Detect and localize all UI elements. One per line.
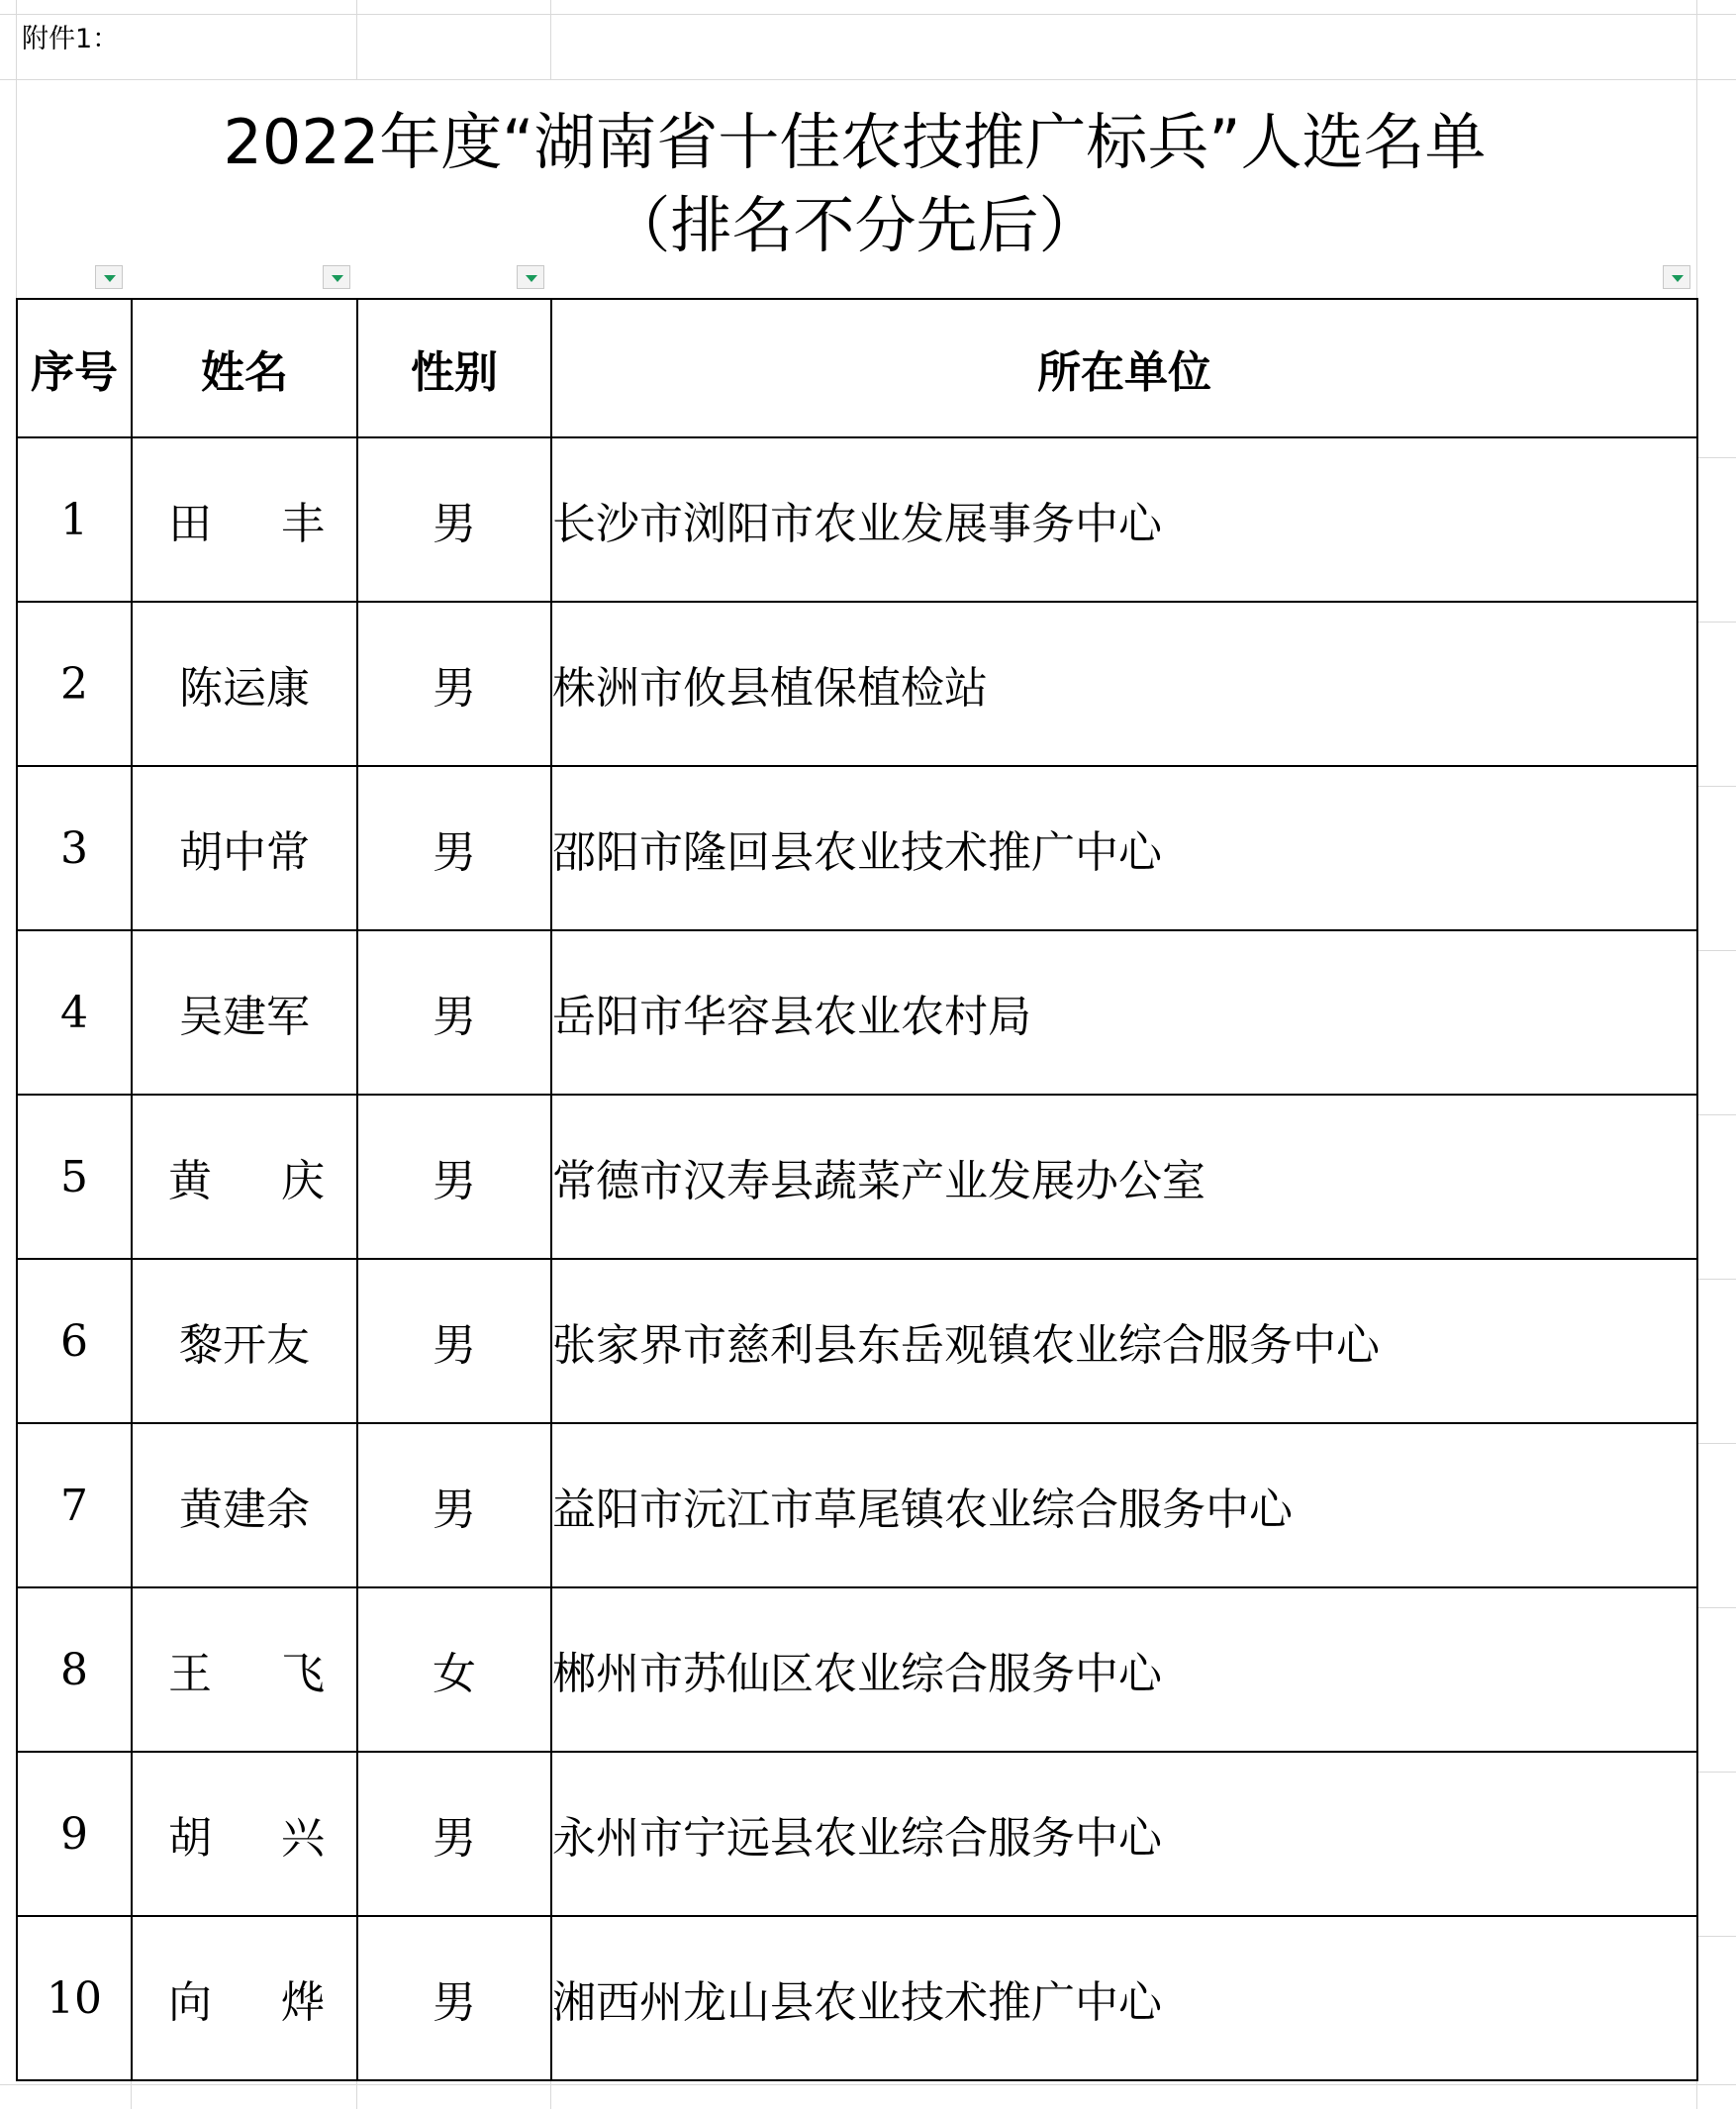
name-text [133, 1145, 356, 1208]
cell-name: 胡中常 [132, 766, 357, 930]
grid-line [0, 2084, 1736, 2085]
title-line-1: 2022年度“湖南省十佳农技推广标兵”人选名单 [223, 106, 1487, 178]
cell-unit: 湘西州龙山县农业技术推广中心 [551, 1916, 1697, 2080]
grid-line [1696, 1279, 1736, 1280]
table-row [17, 437, 1697, 602]
name-char: 向 [168, 1977, 212, 2028]
cell-unit: 邵阳市隆回县农业技术推广中心 [551, 766, 1697, 930]
name-char: 黄 [168, 1156, 212, 1206]
grid-line [0, 14, 1736, 15]
name-text [133, 488, 356, 551]
grid-line [0, 79, 1736, 80]
attachment-label: 附件1： [22, 24, 120, 54]
cell-index: 3 [17, 766, 132, 930]
cell-gender: 男 [357, 930, 551, 1095]
title-line-2: （排名不分先后） [609, 189, 1101, 261]
cell-index: 1 [17, 437, 132, 602]
cell-unit: 张家界市慈利县东岳观镇农业综合服务中心 [551, 1259, 1697, 1423]
grid-line [1696, 786, 1736, 787]
grid-line [1696, 457, 1736, 458]
name-char: 兴 [281, 1813, 325, 1864]
cell-gender: 男 [357, 1095, 551, 1259]
cell-index: 7 [17, 1423, 132, 1587]
cell-name: 黄建余 [132, 1423, 357, 1587]
name-char: 庆 [281, 1156, 325, 1206]
cell-gender: 男 [357, 1916, 551, 2080]
name-char: 飞 [281, 1649, 325, 1699]
cell-name [132, 1916, 357, 2080]
grid-line [1696, 1936, 1736, 1937]
cell-index: 9 [17, 1752, 132, 1916]
grid-line [550, 2080, 551, 2109]
page-title [16, 101, 1693, 267]
cell-name [132, 1587, 357, 1752]
table-row [17, 1916, 1697, 2080]
cell-index: 8 [17, 1587, 132, 1752]
cell-index: 10 [17, 1916, 132, 2080]
cell-name: 黎开友 [132, 1259, 357, 1423]
name-text [133, 1966, 356, 2030]
grid-line [1696, 950, 1736, 951]
filter-dropdown-icon[interactable] [1663, 265, 1690, 289]
filter-dropdown-icon[interactable] [517, 265, 544, 289]
table-row [17, 766, 1697, 930]
cell-index: 6 [17, 1259, 132, 1423]
cell-gender: 男 [357, 1423, 551, 1587]
cell-name [132, 1095, 357, 1259]
cell-unit: 郴州市苏仙区农业综合服务中心 [551, 1587, 1697, 1752]
name-char: 胡 [168, 1813, 212, 1864]
cell-gender: 女 [357, 1587, 551, 1752]
grid-line [550, 0, 551, 79]
grid-line [356, 2080, 357, 2109]
cell-unit: 株洲市攸县植保植检站 [551, 602, 1697, 766]
table-row [17, 1095, 1697, 1259]
table-row [17, 930, 1697, 1095]
cell-unit: 常德市汉寿县蔬菜产业发展办公室 [551, 1095, 1697, 1259]
grid-line [356, 0, 357, 79]
cell-gender: 男 [357, 602, 551, 766]
name-text [133, 1638, 356, 1701]
cell-name [132, 1752, 357, 1916]
table-row [17, 1259, 1697, 1423]
name-char: 王 [168, 1649, 212, 1699]
header-unit: 所在单位 [551, 299, 1697, 437]
name-char: 田 [168, 499, 212, 549]
grid-line [1696, 622, 1736, 623]
cell-unit: 岳阳市华容县农业农村局 [551, 930, 1697, 1095]
name-text [133, 1802, 356, 1866]
filter-dropdown-icon[interactable] [95, 265, 123, 289]
table-row [17, 1587, 1697, 1752]
cell-index: 4 [17, 930, 132, 1095]
cell-unit: 长沙市浏阳市农业发展事务中心 [551, 437, 1697, 602]
table-row [17, 1752, 1697, 1916]
header-name: 姓名 [132, 299, 357, 437]
cell-gender: 男 [357, 1259, 551, 1423]
grid-line [1696, 1114, 1736, 1115]
cell-gender: 男 [357, 437, 551, 602]
header-gender: 性别 [357, 299, 551, 437]
cell-gender: 男 [357, 1752, 551, 1916]
cell-name: 陈运康 [132, 602, 357, 766]
header-index: 序号 [17, 299, 132, 437]
grid-line [1696, 1607, 1736, 1608]
name-char: 丰 [281, 499, 325, 549]
filter-dropdown-icon[interactable] [323, 265, 350, 289]
cell-index: 2 [17, 602, 132, 766]
cell-name [132, 437, 357, 602]
cell-gender: 男 [357, 766, 551, 930]
table-row [17, 602, 1697, 766]
name-char: 烨 [281, 1977, 325, 2028]
grid-line [131, 2080, 132, 2109]
cell-unit: 永州市宁远县农业综合服务中心 [551, 1752, 1697, 1916]
table-row [17, 1423, 1697, 1587]
table-header-row [17, 299, 1697, 437]
candidate-table [16, 298, 1698, 2081]
cell-name: 吴建军 [132, 930, 357, 1095]
cell-index: 5 [17, 1095, 132, 1259]
grid-line [1696, 1443, 1736, 1444]
cell-unit: 益阳市沅江市草尾镇农业综合服务中心 [551, 1423, 1697, 1587]
grid-line [1696, 1772, 1736, 1773]
